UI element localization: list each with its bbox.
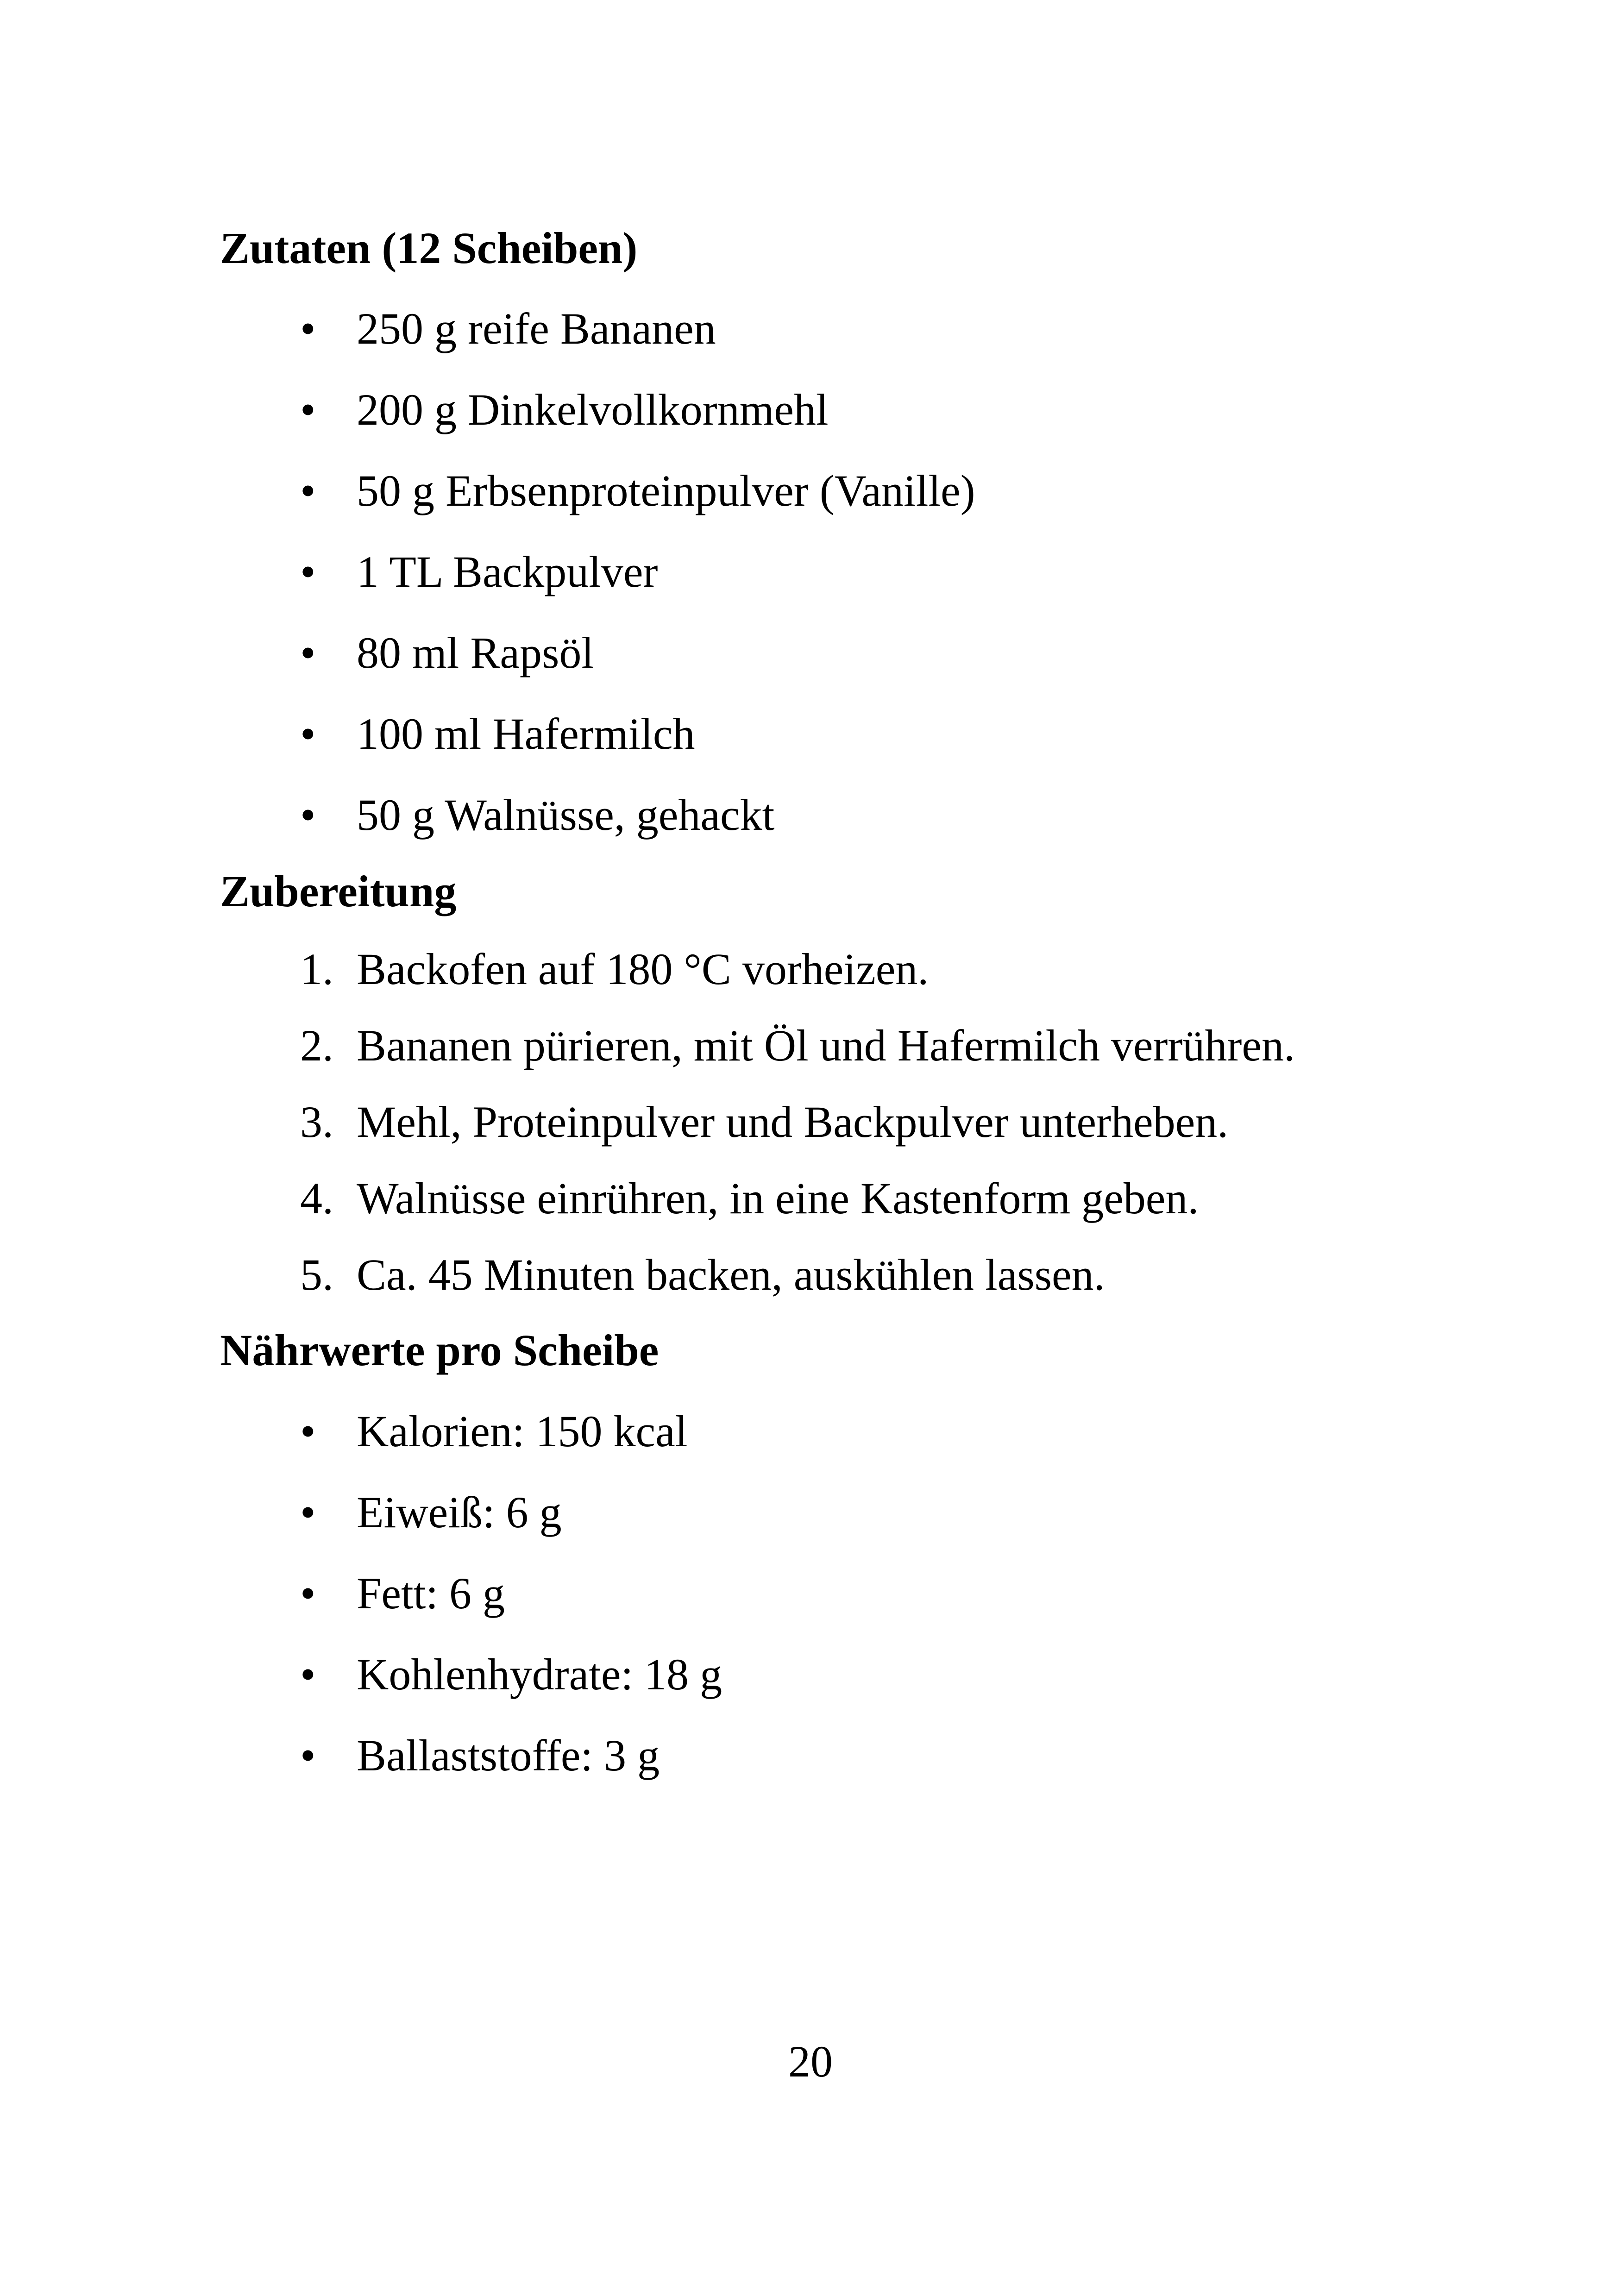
- nutrition-text: Ballaststoffe: 3 g: [357, 1731, 660, 1780]
- ingredient-text: 200 g Dinkelvollkornmehl: [357, 385, 829, 434]
- preparation-step: [0, 1097, 1621, 1155]
- ingredient-list-item: [0, 790, 1621, 848]
- ingredient-list-item: [0, 628, 1621, 686]
- preparation-step: [0, 1023, 1621, 1079]
- nutrition-list-item: [0, 1568, 1621, 1627]
- bullet-marker: •: [300, 304, 316, 353]
- step-text: Mehl, Proteinpulver und Backpulver unterheben.: [357, 1097, 1229, 1147]
- ingredient-list-item: [0, 466, 1621, 524]
- nutrition-list-item: [0, 1652, 1621, 1708]
- ingredient-list-item: [0, 547, 1621, 605]
- bullet-marker: •: [300, 385, 316, 434]
- step-text: Bananen pürieren, mit Öl und Hafermilch verrühren.: [357, 1021, 1295, 1070]
- bullet-marker: •: [300, 790, 316, 840]
- step-number: 4.: [300, 1173, 333, 1223]
- step-number: 1.: [300, 944, 333, 994]
- ingredient-list-item: [0, 385, 1621, 443]
- bullet-marker: •: [300, 547, 316, 596]
- bullet-marker: •: [300, 709, 316, 759]
- nutrition-text: Kalorien: 150 kcal: [357, 1406, 688, 1456]
- step-text: Backofen auf 180 °C vorheizen.: [357, 944, 929, 994]
- step-text: Walnüsse einrühren, in eine Kastenform geben.: [357, 1173, 1199, 1223]
- preparation-heading: Zubereitung: [220, 866, 457, 916]
- ingredient-text: 250 g reife Bananen: [357, 304, 716, 353]
- preparation-step: [0, 1173, 1621, 1232]
- ingredient-text: 50 g Erbsenproteinpulver (Vanille): [357, 466, 975, 515]
- nutrition-text: Kohlenhydrate: 18 g: [357, 1650, 723, 1699]
- ingredients-heading: Zutaten (12 Scheiben): [220, 223, 638, 273]
- ingredient-text: 100 ml Hafermilch: [357, 709, 695, 759]
- bullet-marker: •: [300, 1731, 316, 1780]
- preparation-step: [0, 944, 1621, 1003]
- ingredient-list-item: [0, 304, 1621, 362]
- bullet-marker: •: [300, 1650, 316, 1699]
- nutrition-list-item: [0, 1487, 1621, 1546]
- step-number: 5.: [300, 1250, 333, 1299]
- bullet-marker: •: [300, 1568, 316, 1618]
- ingredient-list-item: [0, 709, 1621, 767]
- ingredient-text: 1 TL Backpulver: [357, 547, 658, 596]
- nutrition-list-item: [0, 1406, 1621, 1465]
- nutrition-heading: Nährwerte pro Scheibe: [220, 1325, 659, 1375]
- step-number: 2.: [300, 1021, 333, 1070]
- ingredient-text: 50 g Walnüsse, gehackt: [357, 790, 775, 840]
- step-text: Ca. 45 Minuten backen, auskühlen lassen.: [357, 1250, 1105, 1299]
- step-number: 3.: [300, 1097, 333, 1147]
- nutrition-text: Eiweiß: 6 g: [357, 1487, 562, 1537]
- bullet-marker: •: [300, 1406, 316, 1456]
- page-number: 20: [788, 2037, 833, 2086]
- preparation-step: [0, 1250, 1621, 1308]
- bullet-marker: •: [300, 466, 316, 515]
- bullet-marker: •: [300, 628, 316, 678]
- bullet-marker: •: [300, 1487, 316, 1537]
- nutrition-list-item: [0, 1733, 1621, 1789]
- ingredient-text: 80 ml Rapsöl: [357, 628, 594, 678]
- nutrition-text: Fett: 6 g: [357, 1568, 505, 1618]
